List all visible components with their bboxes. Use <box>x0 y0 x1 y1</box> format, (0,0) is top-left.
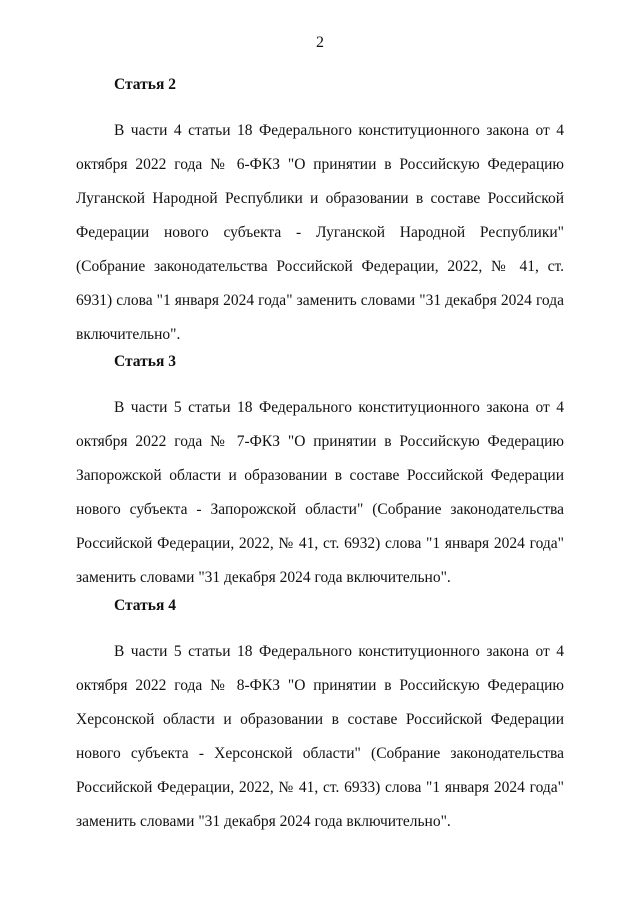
article-3-title: Статья 3 <box>114 353 176 370</box>
article-2 <box>76 75 564 368</box>
article-4-title: Статья 4 <box>114 597 176 614</box>
article-4-text: В части 5 статьи 18 Федерального конституционного закона от 4 октября 2022 года № 8-ФКЗ "О принятии в Российскую Федерацию Херсонской области и образовании в составе Российской Федерации нового субъекта - Херсонской области" (Собрание законодательства Российской Федерации, 2022, № 41, ст. 6933) слова "1 января 2024 года" заменить словами "31 декабря 2024 года включительно". <box>76 643 564 830</box>
article-2-title: Статья 2 <box>114 76 176 93</box>
article-4 <box>76 596 564 855</box>
page-number: 2 <box>316 34 324 51</box>
article-2-text: В части 4 статьи 18 Федерального конституционного закона от 4 октября 2022 года № 6-ФКЗ "О принятии в Российскую Федерацию Луганской Народной Республики и образовании в составе Российской Федерации нового субъекта - Луганской Народной Республики" (Собрание законодательства Российской Федерации, 2022, № 41, ст. 6931) слова "1 января 2024 года" заменить словами "31 декабря 2024 года включительно". <box>76 122 564 343</box>
article-3 <box>76 352 564 611</box>
article-3-text: В части 5 статьи 18 Федерального конституционного закона от 4 октября 2022 года № 7-ФКЗ "О принятии в Российскую Федерацию Запорожской области и образовании в составе Российской Федерации нового субъекта - Запорожской области" (Собрание законодательства Российской Федерации, 2022, № 41, ст. 6932) слова "1 января 2024 года" заменить словами "31 декабря 2024 года включительно". <box>76 399 564 586</box>
